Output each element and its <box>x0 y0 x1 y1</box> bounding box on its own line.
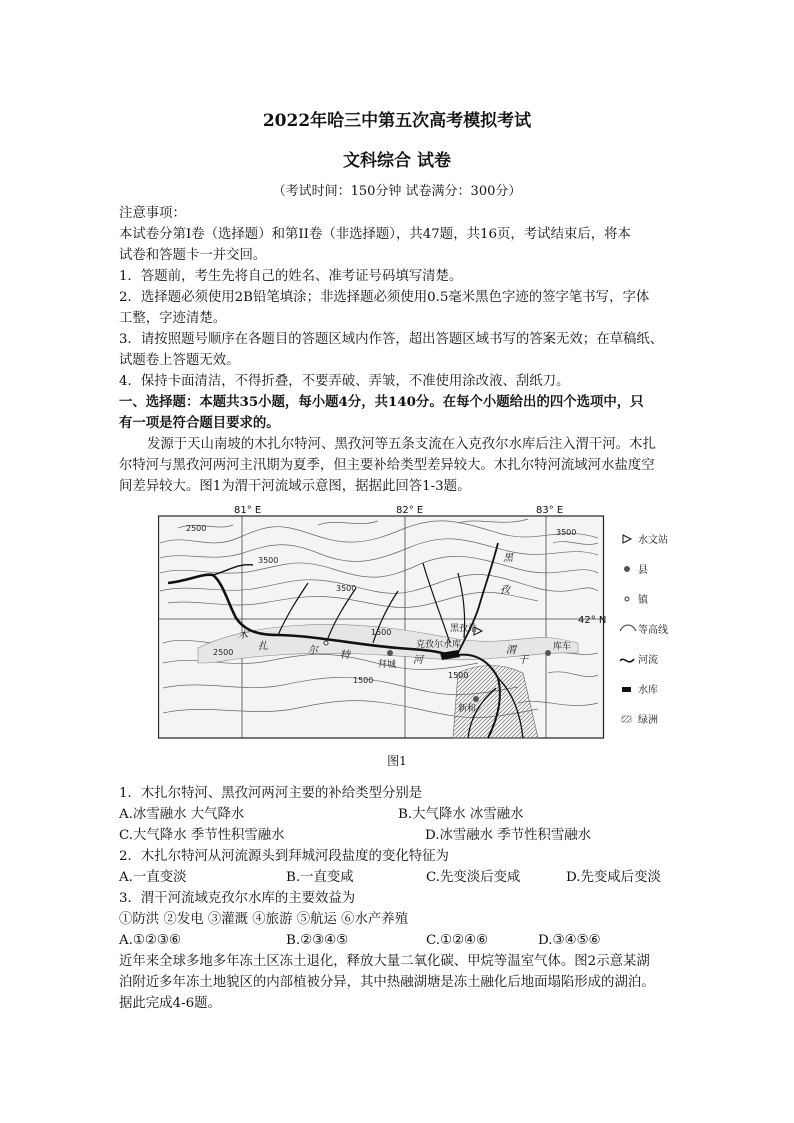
contour-label-1500a: 1500 <box>371 628 392 637</box>
q2-option-b: B.一直变咸 <box>286 870 354 885</box>
river-label-he: 河 <box>413 655 423 666</box>
lon-label-82: 82° E <box>396 505 424 516</box>
kuche-county-mark <box>545 650 551 656</box>
exam-title: 2022年哈三中第五次高考模拟考试 <box>262 111 532 131</box>
q3-option-d: D.③④⑤⑥ <box>538 933 601 948</box>
river-label-mu: 木 <box>238 630 248 641</box>
legend-oasis-icon <box>622 716 631 722</box>
q2-option-c: C.先变淡后变咸 <box>426 870 521 885</box>
contour-label-1500b: 1500 <box>448 671 469 680</box>
passage2-line2: 泊附近多年冻土地貌区的内部植被分异，其中热融湖塘是冻土融化后地面塌陷形成的湖泊。 <box>119 975 655 990</box>
q1-option-a: A.冰雪融水 大气降水 <box>119 807 245 822</box>
place-heizi-station: 黑孜站 <box>450 624 478 634</box>
notes-intro-line2: 试卷和答题卡一并交回。 <box>119 248 267 263</box>
legend-town-label: 镇 <box>638 595 648 606</box>
place-xinhe: 新和 <box>458 704 477 714</box>
q1-option-b: B.大气降水 冰雪融水 <box>398 807 524 822</box>
q3-option-c: C.①②④⑥ <box>426 933 489 948</box>
lat-label-42: 42° N <box>578 615 607 626</box>
legend-station-label: 水文站 <box>638 535 668 546</box>
legend-town-icon <box>625 597 629 601</box>
exam-info: （考试时间：150分钟 试卷满分：300分） <box>272 184 522 199</box>
q1-option-c: C.大气降水 季节性积雪融水 <box>119 828 285 843</box>
note-2-line1: 2．选择题必须使用2B铅笔填涂；非选择题必须使用0.5毫米黑色字迹的签字笔书写，字体 <box>119 290 650 305</box>
legend-contour-label: 等高线 <box>638 625 668 636</box>
question-1: 1．木扎尔特河、黑孜河两河主要的补给类型分别是 <box>119 786 423 801</box>
river-label-wei: 渭 <box>506 645 516 656</box>
river-label-zha: 扎 <box>258 641 268 652</box>
legend-oasis-label: 绿洲 <box>638 715 658 726</box>
contour-label-1500c: 1500 <box>353 676 374 685</box>
exam-subtitle: 文科综合 试卷 <box>343 151 451 171</box>
place-baicheng: 拜城 <box>378 660 397 670</box>
contour-label-2500a: 2500 <box>186 524 207 533</box>
legend-river-label: 河流 <box>638 655 658 666</box>
contour-label-2500b: 2500 <box>213 648 234 657</box>
section-heading-line1: 一、选择题：本题共35小题，每小题4分，共140分。在每个小题给出的四个选项中，只 <box>119 394 644 410</box>
river-label-te: 特 <box>340 650 350 661</box>
note-4: 4．保持卡面清洁，不得折叠，不要弄破、弄皱，不准使用涂改液、刮纸刀。 <box>119 374 570 389</box>
passage1-line3: 间差异较大。图1为渭干河流域示意图，据据此回答1-3题。 <box>119 479 471 494</box>
note-3-line2: 试题卷上答题无效。 <box>119 353 240 368</box>
legend-river-icon <box>620 659 634 662</box>
question-2: 2．木扎尔特河从河流源头到拜城河段盐度的变化特征为 <box>119 849 449 864</box>
legend-reservoir-icon <box>622 687 631 692</box>
passage2-line3: 据此完成4-6题。 <box>119 996 221 1011</box>
river-label-er: 尔 <box>308 645 318 656</box>
q2-option-d: D.先变咸后变淡 <box>566 870 661 885</box>
town-mark <box>324 641 328 645</box>
q3-option-b: B.②③④⑤ <box>286 933 349 948</box>
notes-heading: 注意事项： <box>119 206 186 221</box>
contour-label-3500c: 3500 <box>556 528 577 537</box>
passage2-line1: 近年来全球多地多年冻土区冻土退化，释放大量二氧化碳、甲烷等温室气体。图2示意某湖 <box>119 954 650 969</box>
note-3-line1: 3．请按照题号顺序在各题目的答题区域内作答，超出答题区域书写的答案无效；在草稿纸、 <box>119 332 664 347</box>
legend-county-label: 县 <box>638 565 648 576</box>
legend-county-icon <box>624 566 630 572</box>
map-legend <box>620 533 668 726</box>
contour-label-3500a: 3500 <box>258 556 279 565</box>
river-label-gan: 干 <box>518 655 528 666</box>
q3-items: ①防洪 ②发电 ③灌溉 ④旅游 ⑤航运 ⑥水产养殖 <box>119 912 409 927</box>
section-heading-line2: 有一项是符合题目要求的。 <box>119 415 280 431</box>
lon-label-83: 83° E <box>536 505 564 516</box>
river-label-zi: 孜 <box>500 585 510 596</box>
figure-caption: 图1 <box>387 754 407 768</box>
contour-label-3500b: 3500 <box>336 584 357 593</box>
question-3: 3．渭干河流域克孜尔水库的主要效益为 <box>119 891 356 906</box>
passage1-line2: 尔特河与黑孜河两河主汛期为夏季，但主要补给类型差异较大。木扎尔特河流域河水盐度空 <box>119 458 655 473</box>
river-label-hei: 黑 <box>503 553 513 564</box>
q3-option-a: A.①②③⑥ <box>119 933 181 948</box>
note-2-line2: 工整，字迹清楚。 <box>119 311 227 326</box>
baicheng-county-mark <box>387 650 393 656</box>
xinhe-county-mark <box>473 696 479 702</box>
weigan-river-basin-map <box>158 503 718 743</box>
q1-option-d: D.冰雪融水 季节性积雪融水 <box>425 828 592 843</box>
legend-reservoir-label: 水库 <box>638 685 658 696</box>
note-1: 1．答题前，考生先将自己的姓名、准考证号码填写清楚。 <box>119 269 463 284</box>
notes-intro-line1: 本试卷分第I卷（选择题）和第II卷（非选择题），共47题，共16页，考试结束后，将本 <box>119 227 631 242</box>
q2-option-a: A.一直变淡 <box>119 870 187 885</box>
legend-contour-icon <box>620 625 636 631</box>
place-kezier-reservoir: 克孜尔水库 <box>416 640 462 650</box>
legend-station-icon <box>623 535 631 543</box>
place-kuche: 库车 <box>553 642 572 652</box>
passage1-line1: 发源于天山南坡的木扎尔特河、黑孜河等五条支流在入克孜尔水库后注入渭干河。木扎 <box>147 437 656 452</box>
lon-label-81: 81° E <box>234 505 262 516</box>
